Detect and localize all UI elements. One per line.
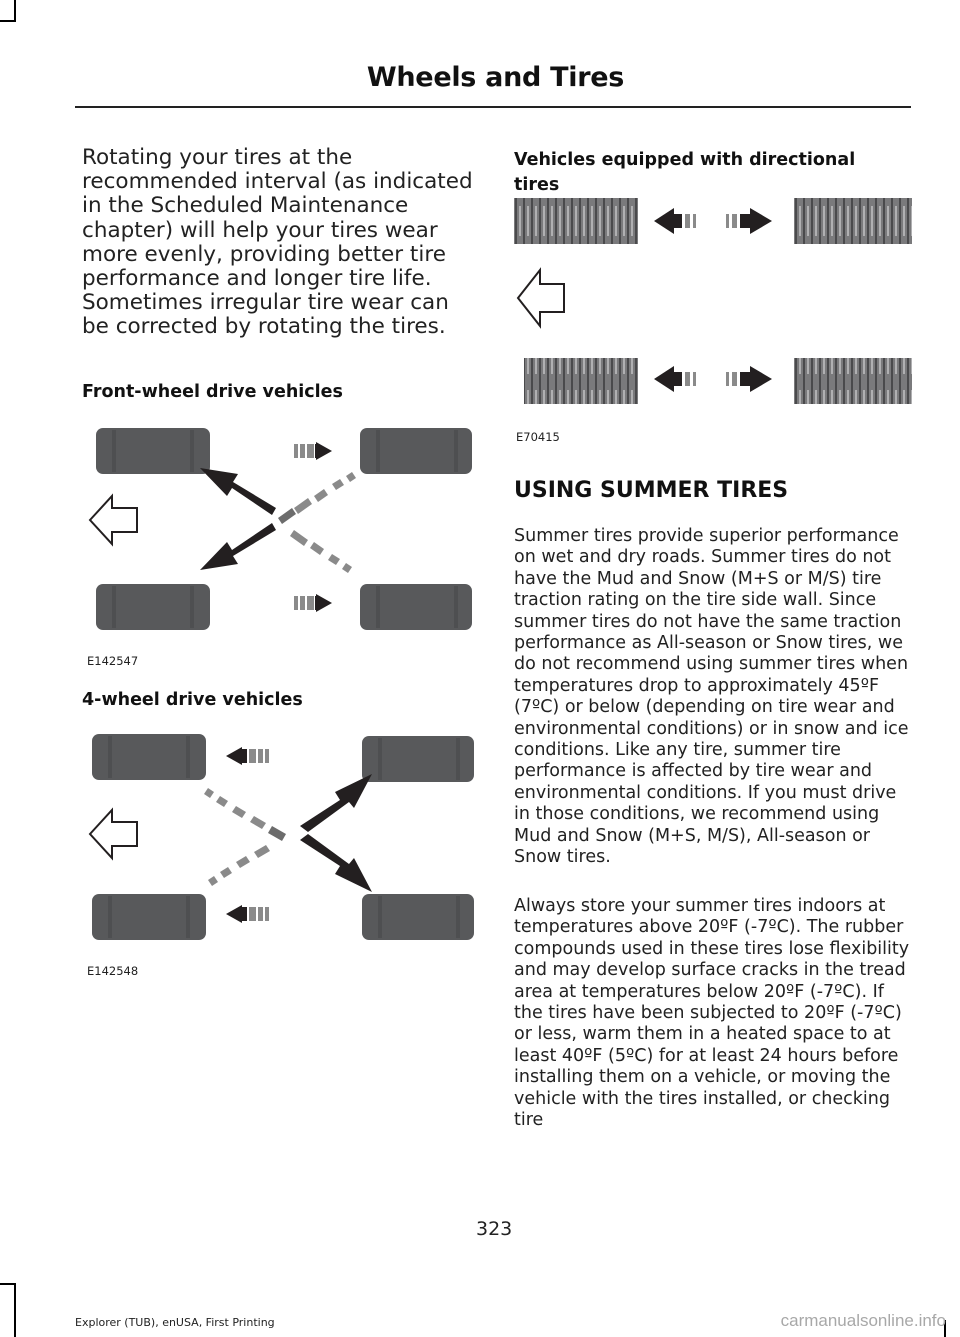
tire-front-right-icon: [794, 198, 912, 244]
intro-paragraph: Rotating your tires at the recommended interval (as indicated in the Scheduled Maintenance chapter) will help your tires wear more evenly, providing better tire performance and longer tire life. Sometimes irregular tire wear can be corrected by rotating the tires.: [82, 145, 473, 340]
fwd-figure-code: E142547: [87, 654, 139, 668]
paragraph-1: Summer tires provide superior performance on wet and dry roads. Summer tires do not have the Mud and Snow (M+S or M/S) tire traction rating on the tire side wall. Since summer tires do not have the same traction performance as All-season or Snow tires, we do not recommend using summer tires when temperatures drop to approximately 45ºF (7ºC) or below (depending on tire wear and environmental conditions) or in snow and ice conditions. Like any tire, summer tire performance is affected by tire wear and environmental conditions. If you must drive in those conditions, we recommend using Mud and Snow (M+S, M/S), All-season or Snow tires.: [514, 526, 909, 868]
fwd-heading: Front-wheel drive vehicles: [82, 382, 343, 402]
forward-direction-icon: [90, 496, 137, 544]
awd-heading: 4-wheel drive vehicles: [82, 690, 303, 710]
crop-mark-top-left-h: [0, 20, 16, 22]
dashed-arrow-front-icon: [226, 747, 269, 765]
solid-cross-arrows-icon: [300, 774, 372, 892]
awd-figure-code: E142548: [87, 964, 139, 978]
header-rule: [75, 106, 911, 108]
dashed-cross-arrows-icon: [278, 472, 356, 573]
fwd-tires: [96, 428, 472, 630]
tire-rear-left-icon: [524, 358, 638, 404]
section-title: USING SUMMER TIRES: [514, 478, 789, 503]
tire-rear-right-icon: [794, 358, 912, 404]
forward-direction-icon: [90, 810, 137, 858]
crop-mark-bottom-left-h: [0, 1283, 16, 1285]
dashed-cross-arrows-icon: [204, 788, 286, 886]
page-number: 323: [476, 1218, 513, 1240]
dashed-arrow-rear-icon: [226, 905, 269, 923]
page-title: Wheels and Tires: [366, 62, 624, 93]
dashed-arrow-front-icon: [294, 442, 332, 460]
dashed-arrow-rear-icon: [294, 594, 332, 612]
directional-figure-code: E70415: [516, 430, 560, 444]
paragraph-2: Always store your summer tires indoors at temperatures above 20ºF (-7ºC). The rubber compounds used in these tires lose flexibility and may develop surface cracks in the tread area at temperatures below 20ºF (-7ºC). If the tires have been subjected to 20ºF (-7ºC) or less, warm them in a heated space to at least 40ºF (5ºC) for at least 24 hours before installing them on a vehicle, or moving the vehicle with the tires installed, or checking tire: [514, 896, 910, 1131]
fwd-rotation-diagram: [82, 418, 474, 650]
forward-direction-icon: [518, 270, 564, 326]
swap-arrows-rear-icon: [654, 366, 772, 392]
solid-cross-arrows-icon: [200, 468, 276, 570]
tire-front-left-icon: [514, 198, 638, 244]
directional-heading: Vehicles equipped with directional tires: [514, 150, 856, 195]
crop-mark-top-left-v: [14, 0, 16, 22]
crop-mark-bottom-left-v: [14, 1283, 16, 1337]
watermark: carmanualsonline.info: [780, 1311, 946, 1330]
swap-arrows-front-icon: [654, 208, 772, 234]
directional-rotation-diagram: [514, 198, 912, 408]
footer-printing: Explorer (TUB), enUSA, First Printing: [75, 1316, 275, 1329]
awd-rotation-diagram: [82, 730, 474, 962]
